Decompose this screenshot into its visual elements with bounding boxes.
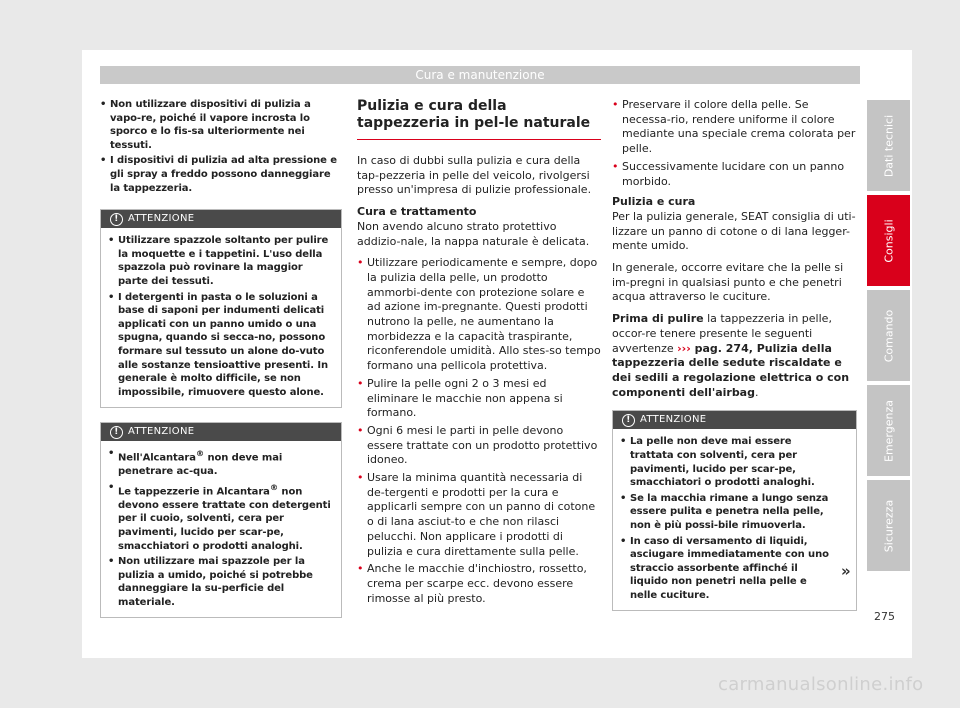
tab-comando[interactable]: Comando bbox=[867, 290, 910, 381]
warning-box-1 bbox=[100, 209, 342, 408]
paragraph: In generale, occorre evitare che la pelle si im-pregni in qualsiasi punto e che penetri acqua attraverso le cuciture. bbox=[612, 261, 844, 304]
list-item: • Nell'Alcantara® non deve mai penetrare ac-qua. bbox=[108, 448, 283, 478]
list-item: • I dispositivi di pulizia ad alta pressione e gli spray a freddo possono danneggiare la tappezzeria. bbox=[100, 155, 337, 194]
page-number: 275 bbox=[874, 610, 895, 623]
cross-reference-link[interactable]: pag. 274, Pulizia della tappezzeria delle sedute riscaldate e dei sedili a regolazione elettrica o con componenti dell'airbag bbox=[612, 341, 850, 399]
list-item: • I detergenti in pasta o le soluzioni a base di saponi per indumenti delicati applicati con un panno umido o una spugna, quando si secca-no, possono formare sul tessuto un alone do-vuto alle sostanze tensioattive presenti. In generale è molto difficile, se non impossibile, rimuovere questo alone. bbox=[108, 291, 328, 398]
right-column bbox=[612, 98, 857, 611]
intro-paragraph: In caso di dubbi sulla pulizia e cura della tap-pezzeria in pelle del veicolo, rivolgersi presso un'impresa di pulizie professionale. bbox=[357, 154, 592, 197]
warning-body bbox=[101, 441, 341, 617]
list-item: • Non utilizzare dispositivi di pulizia a vapo-re, poiché il vapore incrosta lo sporco e lo fis-sa ulteriormente nei tessuti. bbox=[100, 99, 311, 151]
list-item: • Non utilizzare mai spazzole per la pulizia a umido, poiché si potrebbe danneggiare la su-perficie del materiale. bbox=[108, 556, 313, 608]
tab-consigli[interactable]: Consigli bbox=[867, 195, 910, 286]
chapter-header bbox=[100, 66, 860, 84]
list-item: • Pulire la pelle ogni 2 o 3 mesi ed eliminare le macchie non appena si formano. bbox=[357, 376, 563, 420]
warning-icon: ! bbox=[622, 414, 635, 427]
cross-reference-arrow[interactable]: ››› bbox=[677, 341, 691, 355]
subheading: Pulizia e cura bbox=[612, 195, 696, 209]
list-item: • Utilizzare periodicamente e sempre, dopo la pulizia della pelle, un prodotto ammorbi-dente con protezione solare e ad azione im-pregnante. Questi prodotti nutrono la pelle, ne aumentano la morbidezza e la capacità traspirante, riconferendole umidità. Allo stes-so tempo formano una pellicola protettiva. bbox=[357, 256, 601, 373]
warning-header: ! ATTENZIONE bbox=[101, 423, 341, 441]
warning-body bbox=[101, 228, 341, 407]
paragraph: Prima di pulire la tappezzeria in pelle, occor-re tenere presente le seguenti avvertenze ››› pag. 274, Pulizia della tappezzeria delle sedute riscaldate e dei sedili a regolazione elettrica o con componenti dell'airbag. bbox=[612, 312, 850, 399]
list-item: • Anche le macchie d'inchiostro, rossetto, crema per scarpe ecc. devono essere rimosse al più presto. bbox=[357, 562, 587, 605]
warning-body bbox=[613, 429, 856, 610]
tab-dati-tecnici[interactable]: Dati tecnici bbox=[867, 100, 910, 191]
warning-icon: ! bbox=[110, 426, 123, 439]
middle-column bbox=[357, 98, 601, 609]
chapter-title: Cura e manutenzione bbox=[415, 68, 545, 82]
warning-box-3 bbox=[612, 410, 857, 611]
intro-list bbox=[100, 98, 342, 195]
warning-box-2 bbox=[100, 422, 342, 618]
paragraph: Per la pulizia generale, SEAT consiglia di uti-lizzare un panno di cotone o di lana legger-mente umido. bbox=[612, 209, 856, 253]
watermark: carmanualsonline.info bbox=[718, 674, 924, 695]
list-item: • Preservare il colore della pelle. Se necessa-rio, rendere uniforme il colore mediante una speciale crema colorata per pelle. bbox=[612, 98, 856, 156]
section-title: Pulizia e cura della tappezzeria in pel-le naturale bbox=[357, 98, 601, 140]
chapter-tabs bbox=[867, 100, 910, 575]
warning-header: ! ATTENZIONE bbox=[101, 210, 341, 228]
list-item: • In caso di versamento di liquidi, asciugare immediatamente con uno straccio assorbente affinché il liquido non penetri nella pelle e nelle cuciture. bbox=[620, 535, 829, 601]
paragraph: Non avendo alcuno strato protettivo addizio-nale, la nappa naturale è delicata. bbox=[357, 219, 590, 248]
continue-icon: » bbox=[841, 562, 851, 580]
warning-icon: ! bbox=[110, 213, 123, 226]
list-item: • Le tappezzerie in Alcantara® non devono essere trattate con detergenti per il cuoio, solventi, cera per pavimenti, lucido per scar-pe, smacchiatori o prodotti analoghi. bbox=[108, 481, 331, 552]
subheading: Cura e trattamento bbox=[357, 205, 477, 219]
tab-emergenza[interactable]: Emergenza bbox=[867, 385, 910, 476]
list-item: • Successivamente lucidare con un panno morbido. bbox=[612, 159, 845, 188]
tab-sicurezza[interactable]: Sicurezza bbox=[867, 480, 910, 571]
list-item: • Ogni 6 mesi le parti in pelle devono essere trattate con un prodotto protettivo idoneo. bbox=[357, 423, 598, 467]
left-column bbox=[100, 98, 342, 618]
list-item: • Utilizzare spazzole soltanto per pulire la moquette e i tappetini. L'uso della spazzola può rovinare la maggior parte dei tessuti. bbox=[108, 235, 329, 287]
list-item: • Se la macchia rimane a lungo senza essere pulita e penetra nella pelle, non è più possi-bile rimuoverla. bbox=[620, 492, 829, 531]
list-item: • Usare la minima quantità necessaria di de-tergenti e prodotti per la cura e applicarli sempre con un panno di cotone o di lana asciut-to e che non rilasci pelucchi. Non applicare i prodotti di pulizia e cura direttamente sulla pelle. bbox=[357, 471, 596, 558]
list-item: • La pelle non deve mai essere trattata con solventi, cera per pavimenti, lucido per scar-pe, smacchiatori o prodotti analoghi. bbox=[620, 436, 815, 489]
warning-header: ! ATTENZIONE bbox=[613, 411, 856, 429]
